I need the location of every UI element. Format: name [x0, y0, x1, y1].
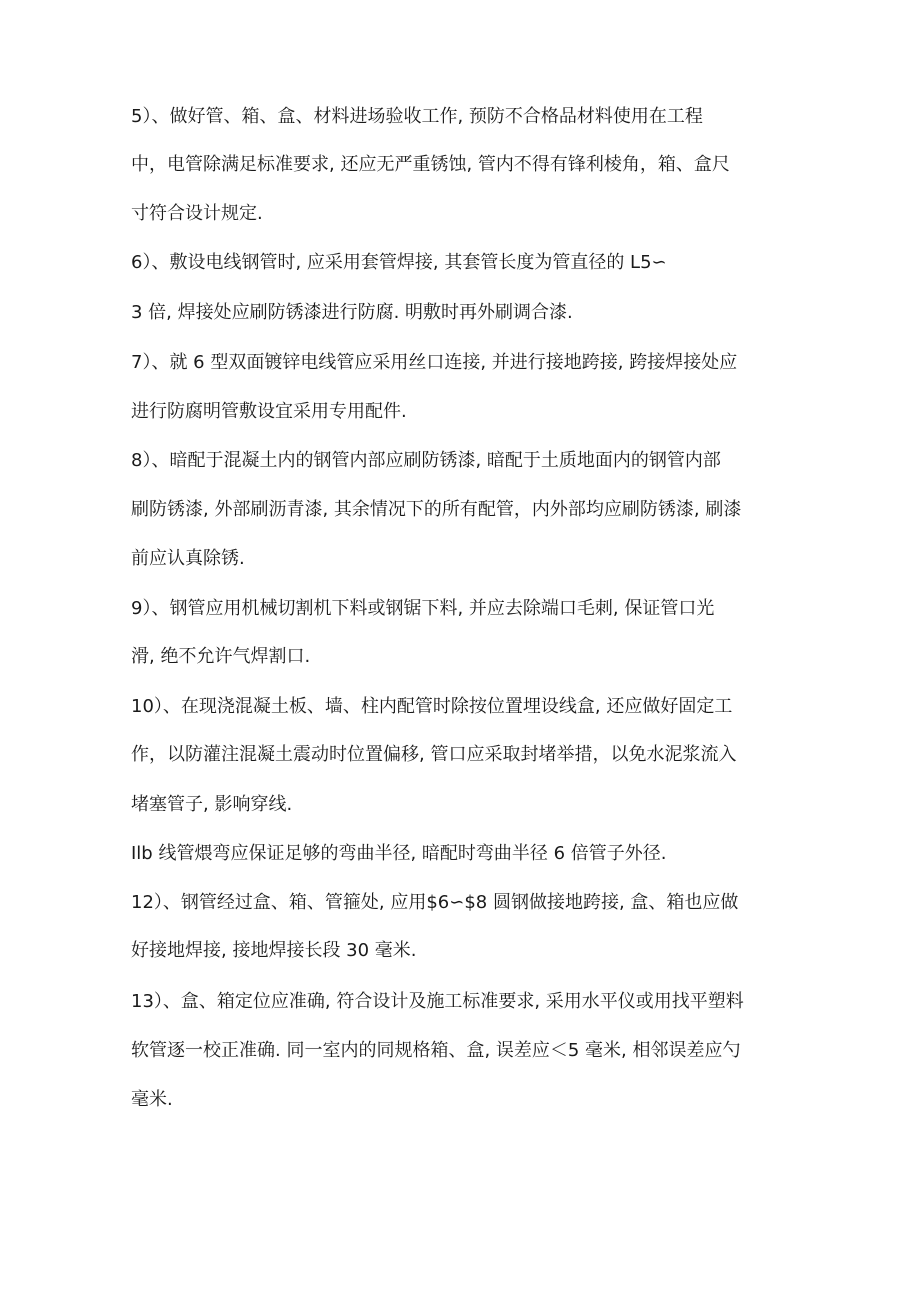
text-line: 12）、钢管经过盒、箱、管箍处, 应用$6∽$8 圆钢做接地跨接, 盒、箱也应做 — [131, 892, 739, 913]
text-line: 5）、做好管、箱、盒、材料进场验收工作, 预防不合格品材料使用在工程 — [131, 106, 703, 127]
text-line: 13）、盒、箱定位应准确, 符合设计及施工标准要求, 采用水平仪或用找平塑料 — [131, 991, 744, 1012]
text-line: 滑, 绝不允许气焊割口. — [131, 646, 311, 667]
text-line: 毫米. — [131, 1089, 173, 1110]
text-line: 9）、钢管应用机械切割机下料或钢锯下料, 并应去除端口毛刺, 保证管口光 — [131, 598, 715, 619]
text-line: 好接地焊接, 接地焊接长段 30 毫米. — [131, 940, 417, 961]
text-line: 中，电管除满足标准要求, 还应无严重锈蚀, 管内不得有锋利棱角，箱、盒尺 — [131, 154, 730, 175]
text-line: 寸符合设计规定. — [131, 203, 263, 224]
text-line: 8）、暗配于混凝土内的钢管内部应刷防锈漆, 暗配于土质地面内的钢管内部 — [131, 450, 721, 471]
text-line: Ilb 线管煨弯应保证足够的弯曲半径, 暗配时弯曲半径 6 倍管子外径. — [131, 843, 667, 864]
text-line: 堵塞管子, 影响穿线. — [131, 794, 293, 815]
text-line: 进行防腐明管敷设宜采用专用配件. — [131, 401, 407, 422]
text-line: 作，以防灌注混凝土震动时位置偏移, 管口应采取封堵举措，以免水泥浆流入 — [131, 744, 737, 765]
text-line: 刷防锈漆, 外部刷沥青漆, 其余情况下的所有配管，内外部均应刷防锈漆, 刷漆 — [131, 499, 742, 520]
text-line: 10）、在现浇混凝土板、墙、柱内配管时除按位置埋设线盒, 还应做好固定工 — [131, 696, 733, 717]
text-line: 6）、敷设电线钢管时, 应采用套管焊接, 其套管长度为管直径的 L5∽ — [131, 252, 667, 273]
text-line: 3 倍, 焊接处应刷防锈漆进行防腐. 明敷时再外刷调合漆. — [131, 302, 573, 323]
text-line: 软管逐一校正准确. 同一室内的同规格箱、盒, 误差应＜5 毫米, 相邻误差应勺 — [131, 1040, 741, 1061]
text-line: 7）、就 6 型双面镀锌电线管应采用丝口连接, 并进行接地跨接, 跨接焊接处应 — [131, 352, 738, 373]
text-line: 前应认真除锈. — [131, 548, 245, 569]
